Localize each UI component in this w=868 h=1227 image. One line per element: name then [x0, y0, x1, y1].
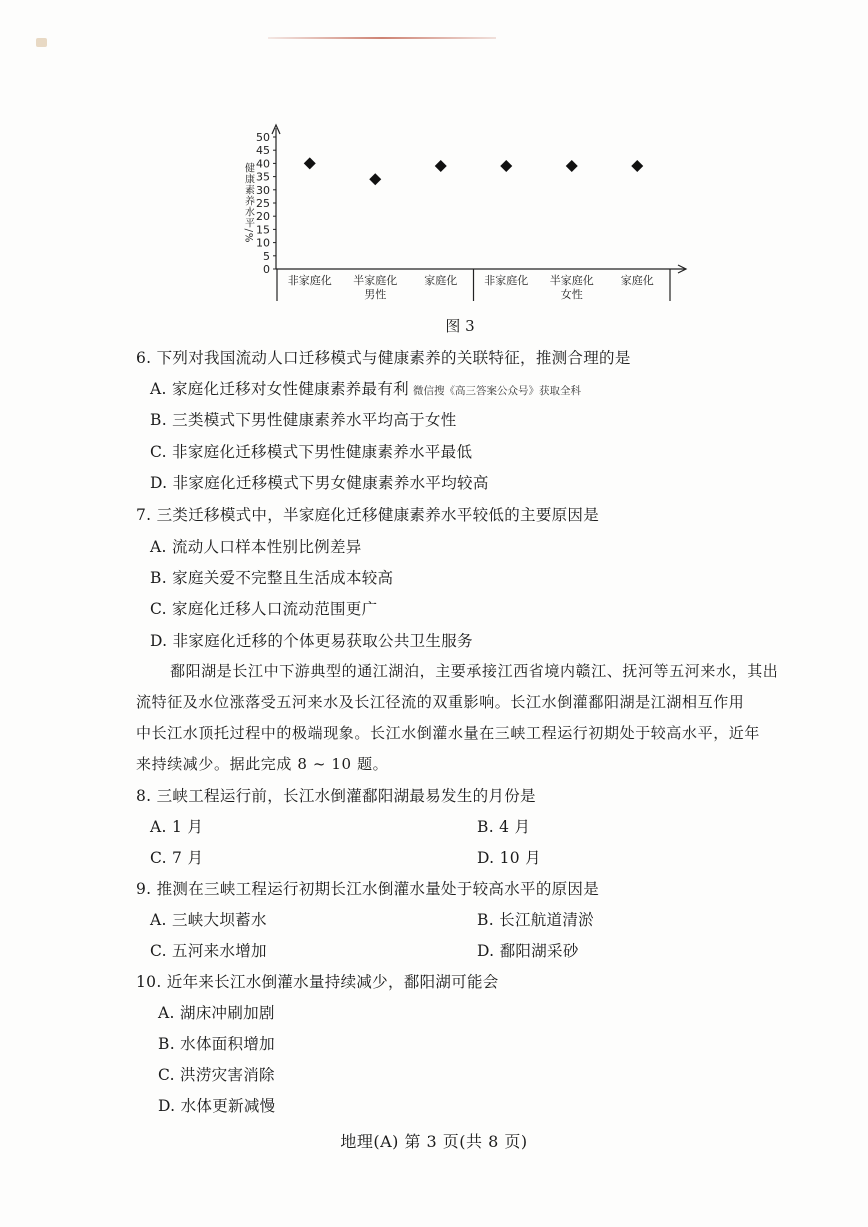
passage-line-2: 流特征及水位涨落受五河来水及长江径流的双重影响。长江水倒灌鄱阳湖是江湖相互作用	[136, 693, 745, 711]
group-label: 女性	[560, 288, 583, 301]
group-label: 男性	[364, 288, 387, 301]
health-literacy-chart	[230, 120, 700, 310]
question-8-stem: 8. 三峡工程运行前，长江水倒灌鄱阳湖最易发生的月份是	[136, 787, 536, 805]
figure-caption: 图 3	[445, 317, 475, 335]
question-6-option-b: B. 三类模式下男性健康素养水平均高于女性	[150, 411, 457, 429]
y-tick-label: 5	[263, 249, 270, 263]
y-tick-label: 25	[256, 197, 270, 210]
question-10-option-c: C. 洪涝灾害消除	[158, 1066, 275, 1084]
category-label: 半家庭化	[353, 274, 398, 287]
question-10-option-b: B. 水体面积增加	[158, 1035, 275, 1053]
question-9-stem: 9. 推测在三峡工程运行初期长江水倒灌水量处于较高水平的原因是	[136, 880, 600, 898]
passage-line-1: 鄱阳湖是长江中下游典型的通江湖泊，主要承接江西省境内赣江、抚河等五河来水，其出	[170, 662, 779, 680]
question-9-option-d: D. 鄱阳湖采砂	[477, 942, 579, 960]
question-8-option-d: D. 10 月	[477, 849, 541, 867]
option-a-text: A. 家庭化迁移对女性健康素养最有利	[150, 380, 409, 398]
category-label: 半家庭化	[549, 274, 594, 287]
category-label: 非家庭化	[287, 274, 332, 287]
question-7-option-a: A. 流动人口样本性别比例差异	[150, 538, 362, 556]
passage-line-3: 中长江水顶托过程中的极端现象。长江水倒灌水量在三峡工程运行初期处于较高水平，近年	[136, 724, 761, 742]
question-7-option-d: D. 非家庭化迁移的个体更易获取公共卫生服务	[150, 632, 473, 650]
passage-line-4: 来持续减少。据此完成 8 ~ 10 题。	[136, 755, 389, 773]
data-point	[500, 160, 512, 172]
corner-mark	[36, 38, 47, 47]
question-9-option-c: C. 五河来水增加	[150, 942, 267, 960]
y-tick-label: 15	[256, 223, 270, 237]
question-10-stem: 10. 近年来长江水倒灌水量持续减少，鄱阳湖可能会	[136, 973, 499, 991]
y-tick-label: 35	[256, 170, 270, 184]
y-axis-label: 健康素养水平/%	[242, 162, 254, 244]
question-8-option-c: C. 7 月	[150, 849, 204, 867]
y-tick-label: 0	[263, 263, 270, 276]
y-tick-label: 45	[256, 144, 270, 158]
category-label: 家庭化	[620, 274, 654, 287]
question-7-stem: 7. 三类迁移模式中，半家庭化迁移健康素养水平较低的主要原因是	[136, 506, 600, 524]
y-tick-label: 40	[256, 157, 270, 171]
y-tick-label: 30	[256, 183, 270, 197]
question-6-stem: 6. 下列对我国流动人口迁移模式与健康素养的关联特征，推测合理的是	[136, 349, 631, 367]
question-8-option-b: B. 4 月	[477, 818, 531, 836]
data-point	[304, 157, 316, 169]
top-rule	[268, 37, 496, 39]
question-6-option-a	[150, 377, 581, 399]
question-9-option-a: A. 三峡大坝蓄水	[150, 911, 267, 929]
question-9-option-b: B. 长江航道清淤	[477, 911, 594, 929]
data-point	[369, 173, 381, 185]
question-7-option-c: C. 家庭化迁移人口流动范围更广	[150, 600, 378, 618]
question-6-option-d: D. 非家庭化迁移模式下男女健康素养水平均较高	[150, 474, 489, 492]
question-6-option-c: C. 非家庭化迁移模式下男性健康素养水平最低	[150, 443, 473, 461]
y-tick-label: 20	[256, 210, 270, 224]
y-tick-label: 50	[256, 131, 270, 144]
category-label: 家庭化	[424, 274, 458, 287]
category-label: 非家庭化	[484, 274, 529, 287]
data-point	[631, 160, 643, 172]
data-point	[566, 160, 578, 172]
question-7-option-b: B. 家庭关爱不完整且生活成本较高	[150, 569, 394, 587]
page-footer: 地理(A) 第 3 页(共 8 页)	[340, 1132, 528, 1151]
data-point	[435, 160, 447, 172]
question-8-option-a: A. 1 月	[150, 818, 204, 836]
y-tick-label: 10	[256, 236, 270, 250]
watermark-note: 微信搜《高三答案公众号》获取全科	[412, 385, 581, 397]
question-10-option-d: D. 水体更新减慢	[158, 1097, 276, 1115]
question-10-option-a: A. 湖床冲刷加剧	[158, 1004, 275, 1022]
